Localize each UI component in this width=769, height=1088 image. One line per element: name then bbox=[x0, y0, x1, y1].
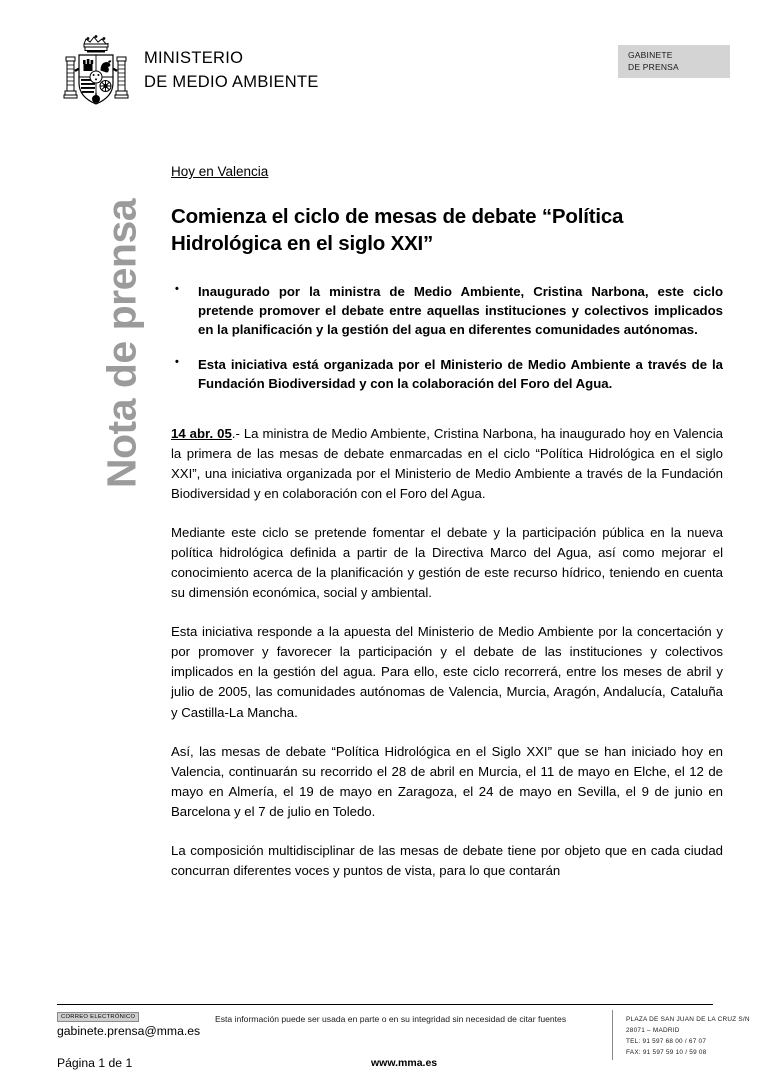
ministry-name-line2: DE MEDIO AMBIENTE bbox=[144, 73, 319, 91]
address-block bbox=[626, 1014, 750, 1058]
page-title: Comienza el ciclo de mesas de debate “Política Hidrológica en el siglo XXI” bbox=[171, 205, 624, 256]
dateline: 14 abr. 05 bbox=[171, 425, 232, 441]
page-footer bbox=[0, 998, 769, 1088]
email-label: CORREO ELECTRÓNICO bbox=[57, 1012, 139, 1022]
body-paragraph-2: Mediante este ciclo se pretende fomentar el debate y la participación pública en la nueva política hidrológica definida a partir de la Directiva Marco del Agua, así como mejorar el conocimiento acerca de la planificación y gestión de este recurso hídrico, teniendo en cuenta su dimensión económica, social y ambiental. bbox=[171, 525, 723, 601]
gabinete-de-prensa-badge bbox=[618, 45, 730, 78]
document-body bbox=[171, 163, 723, 881]
footer-vertical-divider bbox=[612, 1010, 613, 1060]
email-address[interactable]: gabinete.prensa@mma.es bbox=[57, 1024, 201, 1038]
ministry-name bbox=[144, 47, 319, 95]
list-item: • Inaugurado por la ministra de Medio Ambiente, Cristina Narbona, este ciclo pretende promover el debate entre aquellas instituciones y colectivos implicados en la planificación y la gestión del agua en diferentes comunidades autónomas. bbox=[171, 283, 723, 339]
gabinete-line1: GABINETE bbox=[628, 50, 673, 60]
footer-divider bbox=[57, 1004, 713, 1005]
spain-coat-of-arms-icon bbox=[62, 33, 130, 109]
body-paragraph-1-text: .- La ministra de Medio Ambiente, Cristina Narbona, ha inaugurado hoy en Valencia la primera de las mesas de debate enmarcadas en el ciclo “Política Hidrológica en el siglo XXI”, una iniciativa organizada por el Ministerio de Medio Ambiente a través de la Fundación Biodiversidad y en colaboración con el Foro del Agua. bbox=[171, 425, 724, 501]
kicker-wrapper bbox=[171, 163, 723, 203]
site-url[interactable]: www.mma.es bbox=[371, 1057, 438, 1069]
gabinete-line2: DE PRENSA bbox=[628, 62, 679, 73]
usage-note: Esta información puede ser usada en parte o en su integridad sin necesidad de citar fuentes bbox=[215, 1014, 567, 1024]
page-number: Página 1 de 1 bbox=[57, 1056, 133, 1070]
body-paragraph-1 bbox=[171, 424, 723, 504]
ministry-logo bbox=[62, 33, 319, 109]
address-line-4: FAX: 91 597 59 10 / 59 08 bbox=[626, 1049, 707, 1057]
body-paragraph-3: Esta iniciativa responde a la apuesta del Ministerio de Medio Ambiente por la concertación y por promover y favorecer la participación y el debate de las instituciones y colectivos implicados en la gestión del agua. Para ello, este ciclo recorrerá, entre los meses de abril y julio de 2005, las comunidades autónomas de Valencia, Murcia, Aragón, Andalucía, Cataluña y Castilla-La Mancha. bbox=[171, 624, 723, 720]
summary-bullet-list bbox=[171, 283, 723, 394]
body-paragraph-5: La composición multidisciplinar de las mesas de debate tiene por objeto que en cada ciudad concurran diferentes voces y puntos de vista, para lo que contarán bbox=[171, 842, 723, 878]
address-line-1: PLAZA DE SAN JUAN DE LA CRUZ S/N bbox=[626, 1016, 750, 1023]
page-header bbox=[0, 0, 769, 120]
address-line-2: 28071 – MADRID bbox=[626, 1027, 680, 1035]
address-line-3: TEL: 91 597 68 00 / 67 07 bbox=[626, 1038, 707, 1046]
ministry-name-line1: MINISTERIO bbox=[144, 49, 244, 68]
kicker-text: Hoy en Valencia bbox=[171, 164, 269, 179]
vertical-document-title: Nota de prensa bbox=[98, 198, 145, 489]
body-paragraph-4: Así, las mesas de debate “Política Hidrológica en el Siglo XXI” que se han iniciado hoy en Valencia, continuarán su recorrido el 28 de abril en Murcia, el 11 de mayo en Elche, el 12 de mayo en Almería, el 19 de mayo en Zaragoza, el 24 de mayo en Sevilla, el 9 de junio en Barcelona y el 7 de julio en Toledo. bbox=[171, 743, 723, 819]
list-item: • Esta iniciativa está organizada por el Ministerio de Medio Ambiente a través de la Fundación Biodiversidad y con la colaboración del Foro del Agua. bbox=[171, 356, 723, 393]
